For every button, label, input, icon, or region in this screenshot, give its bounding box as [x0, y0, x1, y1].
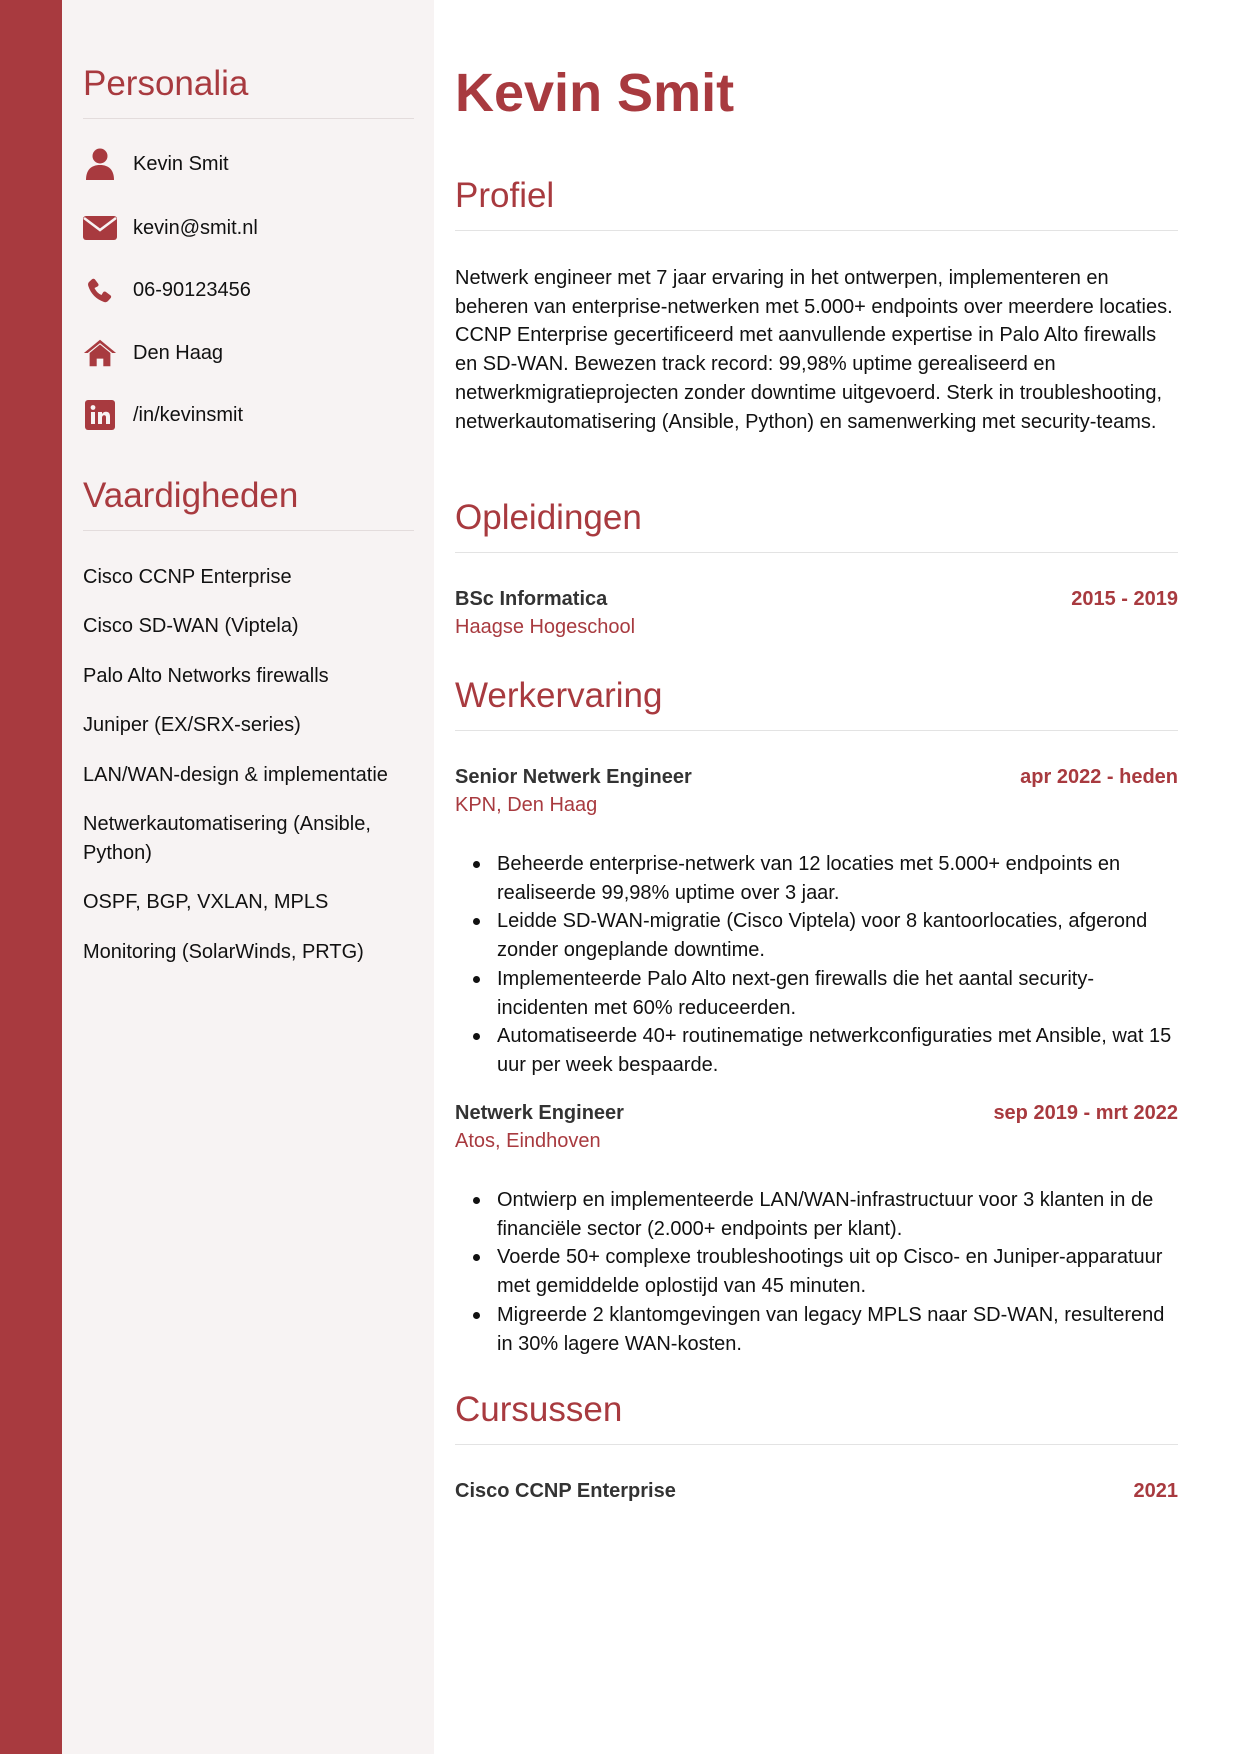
list-item: Leidde SD-WAN-migratie (Cisco Viptela) voor 8 kantoorlocaties, afgerond zonder ongeplande downtime. [455, 907, 1180, 964]
job-title: Netwerk Engineer [455, 1102, 624, 1124]
list-item: Automatiseerde 40+ routinematige netwerkconfiguraties met Ansible, wat 15 uur per week bespaarde. [455, 1022, 1180, 1079]
home-icon [83, 336, 117, 370]
envelope-icon [83, 211, 117, 245]
skill-item: Juniper (EX/SRX-series) [83, 714, 301, 736]
course-date: 2021 [1133, 1480, 1178, 1502]
job-date: apr 2022 - heden [1020, 766, 1178, 788]
skill-item: Netwerkautomatisering (Ansible, Python) [83, 813, 371, 864]
job-date: sep 2019 - mrt 2022 [993, 1102, 1178, 1124]
accent-stripe [0, 0, 62, 1754]
courses-heading: Cursussen [455, 1390, 1178, 1445]
job-bullets [455, 850, 1180, 1080]
skills-heading: Vaardigheden [83, 476, 414, 531]
skill-item: LAN/WAN-design & implementatie [83, 764, 388, 786]
skill-item: OSPF, BGP, VXLAN, MPLS [83, 891, 329, 913]
education-heading: Opleidingen [455, 498, 1178, 553]
contact-email-text: kevin@smit.nl [133, 216, 258, 239]
contact-name [83, 146, 229, 182]
person-icon [83, 147, 117, 181]
education-institution: Haagse Hogeschool [455, 616, 636, 638]
list-item: Migreerde 2 klantomgevingen van legacy MPLS naar SD-WAN, resulterend in 30% lagere WAN-kosten. [455, 1301, 1180, 1358]
list-item: Ontwierp en implementeerde LAN/WAN-infrastructuur voor 3 klanten in de financiële sector (2.000+ endpoints per klant). [455, 1186, 1180, 1243]
job-title: Senior Netwerk Engineer [455, 766, 692, 788]
sidebar [62, 0, 434, 1754]
contact-phone[interactable] [83, 272, 251, 308]
contact-location-text: Den Haag [133, 341, 224, 364]
skill-item: Cisco CCNP Enterprise [83, 566, 292, 588]
list-item: Voerde 50+ complexe troubleshootings uit op Cisco- en Juniper-apparatuur met gemiddelde oplostijd van 45 minuten. [455, 1243, 1180, 1300]
skill-item: Cisco SD-WAN (Viptela) [83, 615, 299, 637]
list-item: Beheerde enterprise-netwerk van 12 locaties met 5.000+ endpoints en realiseerde 99,98% uptime over 3 jaar. [455, 850, 1180, 907]
profile-text: Netwerk engineer met 7 jaar ervaring in het ontwerpen, implementeren en beheren van enterprise-netwerken met 5.000+ endpoints over meerdere locaties. CCNP Enterprise gecertificeerd met aanvullende expertise in Palo Alto firewalls en SD-WAN. Bewezen track record: 99,98% uptime gerealiseerd en netwerkmigratieprojecten zonder downtime uitgevoerd. Sterk in troubleshooting, netwerkautomatisering (Ansible, Python) en samenwerking met security-teams. [455, 267, 1173, 433]
contact-location [83, 335, 223, 371]
list-item: Implementeerde Palo Alto next-gen firewalls die het aantal security-incidenten met 60% reduceerden. [455, 965, 1180, 1022]
course-title: Cisco CCNP Enterprise [455, 1480, 676, 1502]
education-date: 2015 - 2019 [1071, 588, 1178, 610]
personalia-heading: Personalia [83, 64, 414, 119]
contact-linkedin[interactable] [83, 397, 243, 433]
skill-item: Palo Alto Networks firewalls [83, 665, 329, 687]
experience-heading: Werkervaring [455, 676, 1178, 731]
linkedin-icon [83, 398, 117, 432]
skill-item: Monitoring (SolarWinds, PRTG) [83, 941, 364, 963]
job-company: Atos, Eindhoven [455, 1130, 601, 1152]
phone-icon [83, 273, 117, 307]
contact-phone-text: 06-90123456 [133, 278, 251, 301]
profile-heading: Profiel [455, 176, 1178, 231]
contact-email[interactable] [83, 210, 258, 246]
job-company: KPN, Den Haag [455, 794, 598, 816]
contact-linkedin-text: /in/kevinsmit [133, 403, 244, 426]
job-bullets [455, 1186, 1180, 1358]
education-title: BSc Informatica [455, 588, 608, 610]
candidate-name: Kevin Smit [455, 63, 735, 123]
contact-name-text: Kevin Smit [133, 152, 229, 175]
